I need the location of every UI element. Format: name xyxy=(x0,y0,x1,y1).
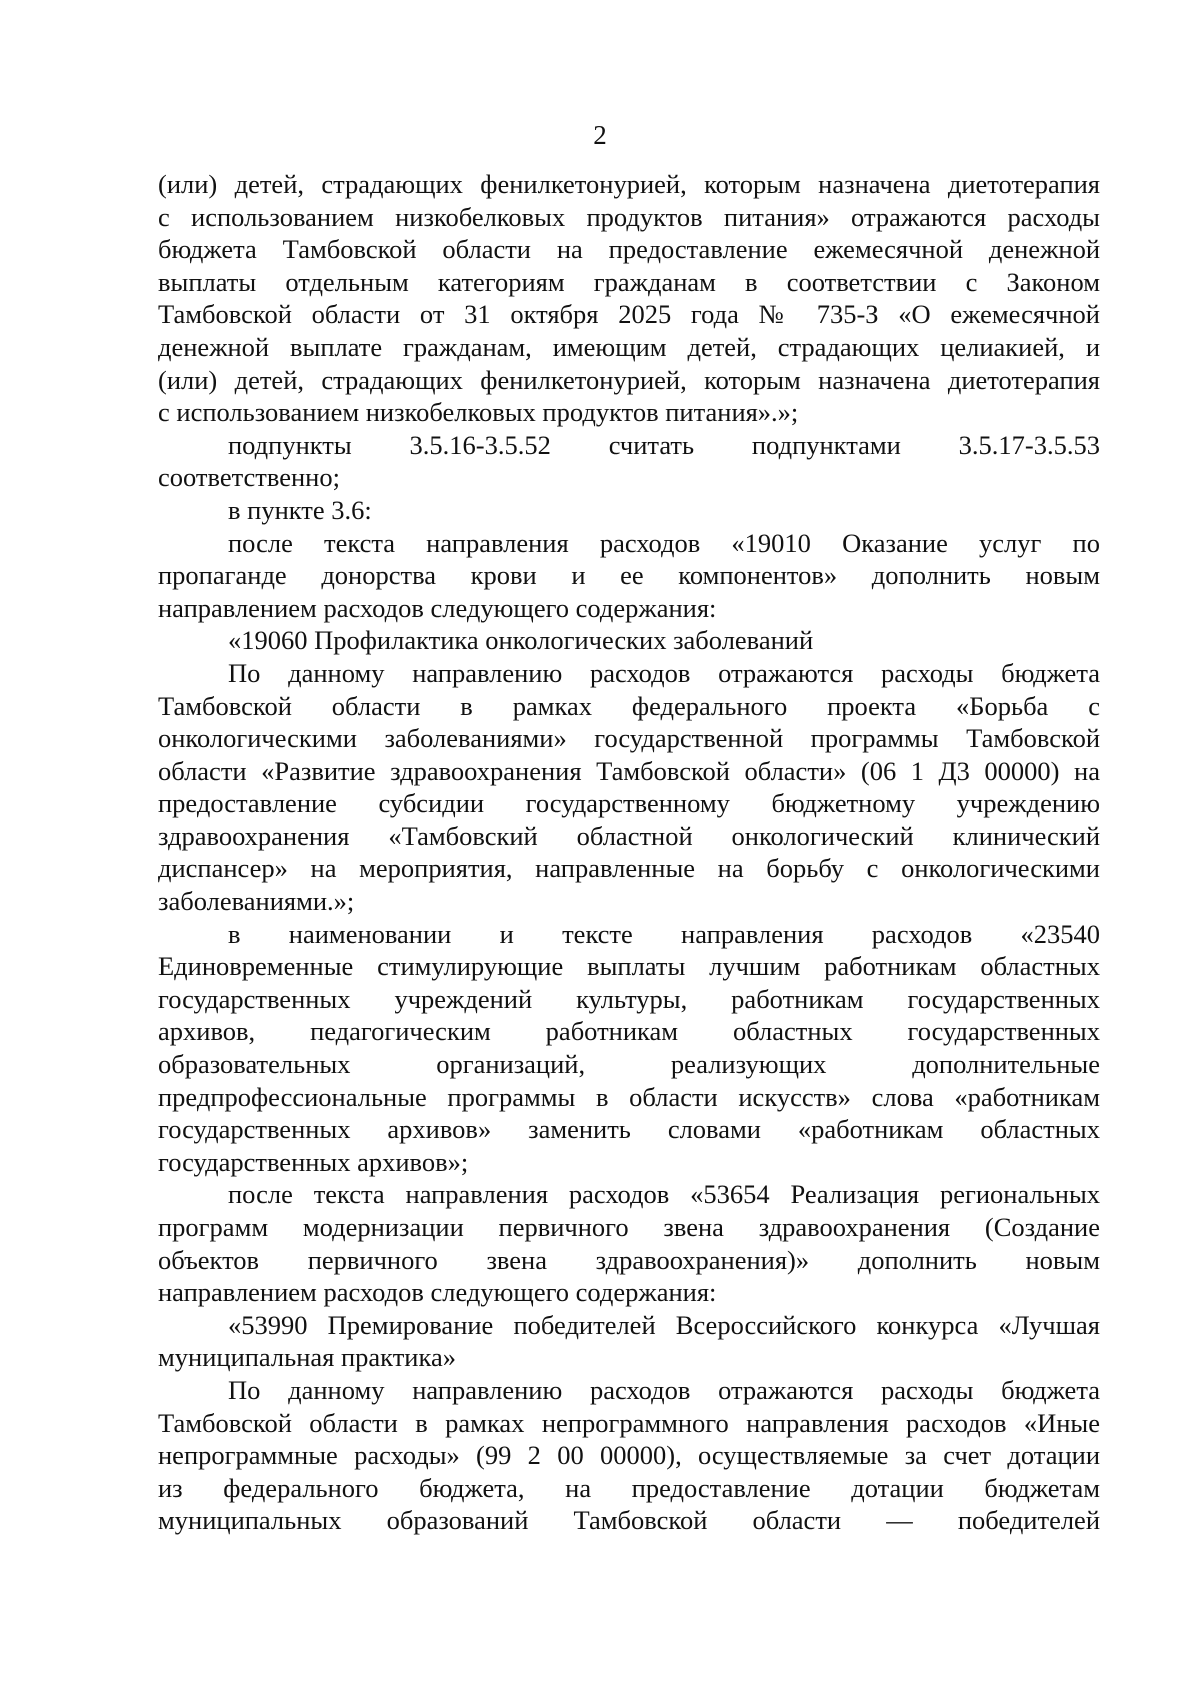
text-line: государственных архивов» заменить словами «работникам областных xyxy=(158,1114,1100,1145)
text-line: государственных учреждений культуры, работникам государственных xyxy=(158,983,1100,1014)
text-line: направлением расходов следующего содержания: xyxy=(158,592,717,623)
text-line: Тамбовской области от 31 октября 2025 года № 735-З «О ежемесячной xyxy=(158,299,1100,330)
text-line: «53990 Премирование победителей Всероссийского конкурса «Лучшая xyxy=(228,1309,1100,1340)
text-line: программ модернизации первичного звена здравоохранения (Создание xyxy=(158,1212,1100,1242)
text-line: пропаганде донорства крови и ее компонентов» дополнить новым xyxy=(158,560,1100,591)
text-line: бюджета Тамбовской области на предоставление ежемесячной денежной xyxy=(158,234,1100,265)
text-line: Тамбовской области в рамках непрограммного направления расходов «Иные xyxy=(158,1407,1100,1438)
text-line: образовательных организаций, реализующих дополнительные xyxy=(158,1049,1100,1080)
text-line: «19060 Профилактика онкологических заболеваний xyxy=(228,625,814,656)
text-line: денежной выплате гражданам, имеющим детей, страдающих целиакией, и xyxy=(158,331,1100,362)
text-line: здравоохранения «Тамбовский областной онкологический клинический xyxy=(158,820,1100,851)
text-line: муниципальных образований Тамбовской области — победителей xyxy=(158,1505,1100,1536)
text-line: муниципальная практика» xyxy=(158,1342,456,1373)
text-line: предпрофессиональные программы в области искусств» слова «работникам xyxy=(158,1081,1100,1112)
text-line: из федерального бюджета, на предоставление дотации бюджетам xyxy=(158,1472,1100,1503)
text-line: (или) детей, страдающих фенилкетонурией, которым назначена диетотерапия xyxy=(158,169,1100,199)
text-line: соответственно; xyxy=(158,462,340,493)
text-line: после текста направления расходов «19010 Оказание услуг по xyxy=(228,527,1100,558)
text-line: области «Развитие здравоохранения Тамбовской области» (06 1 Д3 00000) на xyxy=(158,755,1100,786)
text-line: По данному направлению расходов отражаются расходы бюджета xyxy=(228,1374,1100,1405)
text-line: с использованием низкобелковых продуктов питания» отражаются расходы xyxy=(158,201,1100,232)
text-line: (или) детей, страдающих фенилкетонурией, которым назначена диетотерапия xyxy=(158,364,1100,395)
text-line: По данному направлению расходов отражаются расходы бюджета xyxy=(228,657,1100,688)
page-number: 2 xyxy=(593,120,607,150)
text-line: в пункте 3.6: xyxy=(228,494,372,525)
text-line: выплаты отдельным категориям гражданам в соответствии с Законом xyxy=(158,266,1100,297)
text-line: заболеваниями.»; xyxy=(158,886,355,917)
text-line: архивов, педагогическим работникам областных государственных xyxy=(158,1016,1100,1047)
text-line: Тамбовской области в рамках федерального проекта «Борьба с xyxy=(158,690,1100,721)
text-line: диспансер» на мероприятия, направленные на борьбу с онкологическими xyxy=(158,853,1100,884)
text-line: с использованием низкобелковых продуктов питания».»; xyxy=(158,397,799,428)
text-line: онкологическими заболеваниями» государственной программы Тамбовской xyxy=(158,723,1100,754)
text-line: объектов первичного звена здравоохранения)» дополнить новым xyxy=(158,1244,1100,1275)
text-line: государственных архивов»; xyxy=(158,1146,469,1177)
text-line: Единовременные стимулирующие выплаты лучшим работникам областных xyxy=(158,951,1100,982)
text-line: после текста направления расходов «53654 Реализация региональных xyxy=(228,1179,1100,1210)
text-line: направлением расходов следующего содержания: xyxy=(158,1277,717,1308)
text-line: непрограммные расходы» (99 2 00 00000), осуществляемые за счет дотации xyxy=(158,1440,1100,1471)
text-line: в наименовании и тексте направления расходов «23540 xyxy=(228,918,1100,949)
text-line: предоставление субсидии государственному бюджетному учреждению xyxy=(158,788,1100,819)
document-body xyxy=(158,168,1100,1537)
text-line: подпункты 3.5.16-3.5.52 считать подпунктами 3.5.17-3.5.53 xyxy=(228,429,1100,460)
